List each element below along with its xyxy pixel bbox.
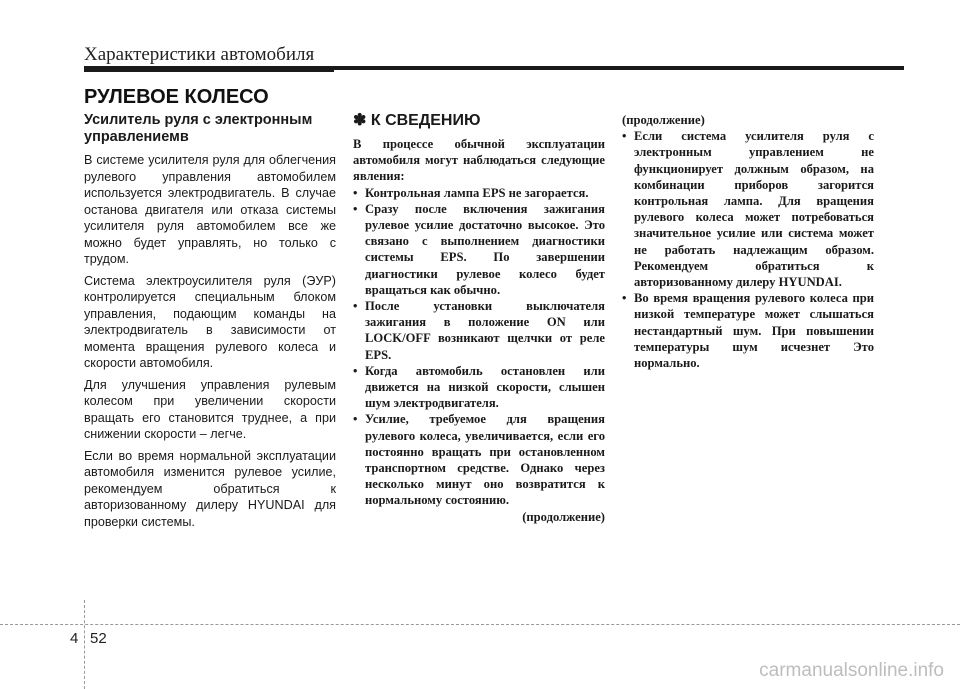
page-number: 52 — [90, 630, 107, 647]
column-note-continued — [622, 112, 874, 371]
list-item: • Когда автомобиль остановлен или движется на низкой скорости, слышен шум электродвигателя. — [353, 363, 605, 412]
paragraph: В системе усилителя руля для облегчения рулевого управления автомобилем используется электродвигатель. В случае останова двигателя или отказа системы усилителя руля автомобилем все же можно будет управлять, но только с трудом. — [84, 153, 336, 266]
header-rule — [84, 66, 904, 70]
footer-rule-vertical — [84, 600, 85, 689]
column-note — [353, 112, 605, 525]
chapter-number: 4 — [70, 630, 79, 647]
continued-label: (продолжение) — [522, 509, 605, 524]
note-title: ✽ К СВЕДЕНИЮ — [353, 112, 481, 129]
list-item: • Усилие, требуемое для вращения рулевого колеса, увеличивается, если его постоянно вращать при остановленном транспортном средстве. Однако через несколько минут оно возвратится к нормальному состоянию. — [353, 411, 605, 508]
list-item: • После установки выключателя зажигания в положение ON или LOCK/OFF возникают щелчки от реле EPS. — [353, 298, 605, 363]
section-title: РУЛЕВОЕ КОЛЕСО — [84, 86, 269, 108]
subheading: Усилитель руля с электронным управлениемв — [84, 112, 313, 145]
list-item: • Контрольная лампа EPS не загорается. — [353, 185, 605, 201]
list-item: • Сразу после включения зажигания рулевое усилие достаточно высокое. Это связано с выполнением диагностики системы EPS. По завершении диагностики рулевое колесо будет вращаться как обычно. — [353, 201, 605, 298]
header-title: Характеристики автомобиля — [84, 44, 315, 65]
paragraph: Если во время нормальной эксплуатации автомобиля изменится рулевое усилие, рекомендуем обратиться к авторизованному дилеру HYUNDAI для проверки системы. — [84, 448, 336, 529]
column-main — [84, 112, 336, 535]
watermark: carmanualsonline.info — [759, 660, 944, 681]
paragraph: Для улучшения управления рулевым колесом при увеличении скорости вращать его становится труднее, а при снижении скорости – легче. — [84, 377, 336, 441]
paragraph: Система электроусилителя руля (ЭУР) контролируется специальным блоком управления, подающим команды на электродвигатель в зависимости от момента вращения рулевого колеса и скорости автомобиля. — [84, 273, 336, 370]
list-item: • Если система усилителя руля с электронным управлением не функционирует должным образом, на комбинации приборов загорится контрольная лампа. Для вращения рулевого колеса может потребоваться значительное усилие или система может не работать надлежащим образом. Рекомендуем обратиться к авторизованному дилеру HYUNDAI. — [622, 128, 874, 290]
continued-label: (продолжение) — [622, 113, 705, 127]
footer-rule — [0, 624, 960, 625]
note-bullet-list — [353, 185, 605, 509]
note-intro: В процессе обычной эксплуатации автомобиля могут наблюдаться следующие явления: — [353, 137, 605, 184]
list-item: • Во время вращения рулевого колеса при низкой температуре может слышаться нестандартный шум. При повышении температуры шум исчезнет Это нормально. — [622, 290, 874, 371]
header-rule-thick — [84, 66, 334, 72]
note-bullet-list — [622, 128, 874, 371]
